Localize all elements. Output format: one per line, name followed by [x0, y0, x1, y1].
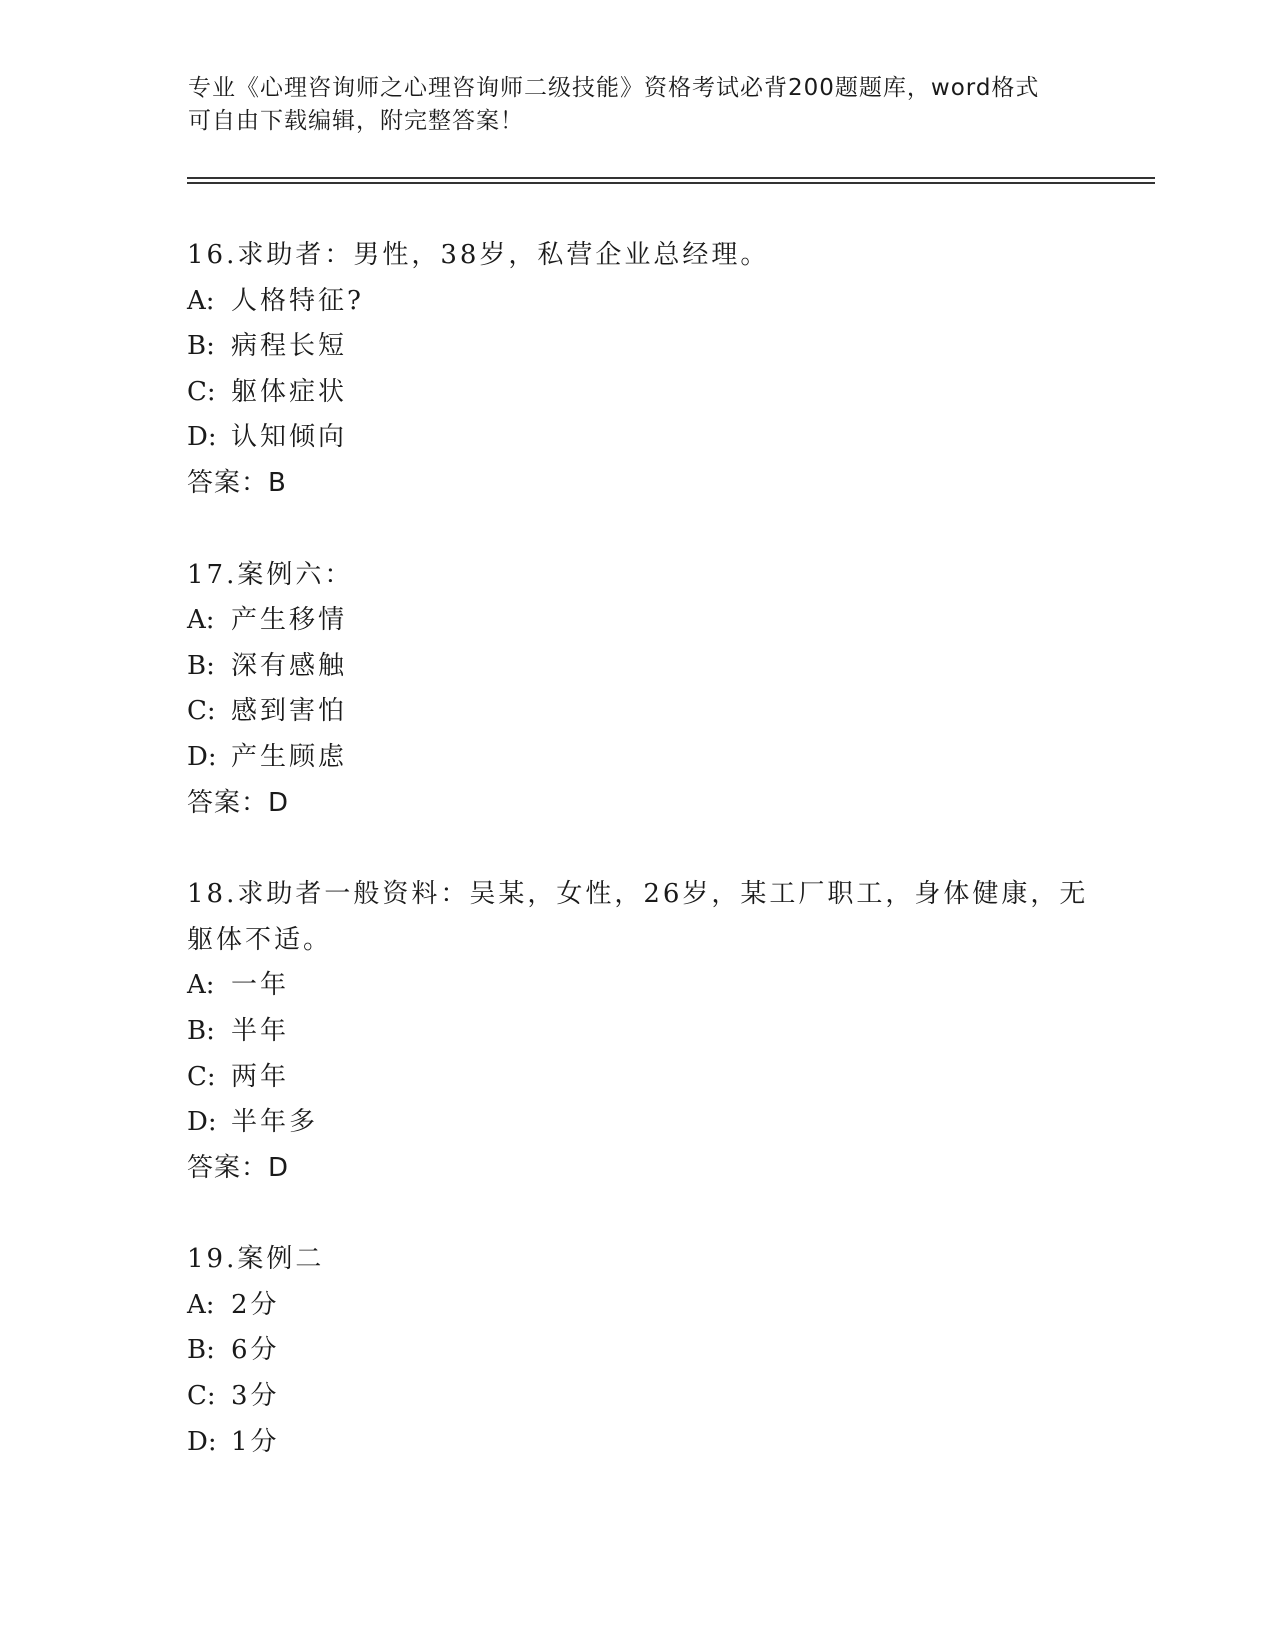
- answer-line: 答案：D: [187, 1152, 290, 1183]
- option-key: B:: [187, 650, 215, 681]
- option-text: 躯体症状: [231, 376, 348, 407]
- question-title: 16.求助者：男性，38岁，私营企业总经理。: [187, 240, 770, 270]
- option-key: A:: [187, 285, 215, 316]
- option-b: [187, 1009, 1087, 1055]
- option-key: C:: [187, 1061, 216, 1092]
- option-key: D:: [187, 1426, 217, 1457]
- option-text: 两年: [231, 1061, 290, 1092]
- option-key: D:: [187, 741, 217, 772]
- option-key: C:: [187, 696, 216, 727]
- option-key: B:: [187, 331, 215, 362]
- answer-line: 答案：D: [187, 787, 290, 818]
- option-b: [187, 644, 1087, 690]
- option-key: A:: [187, 970, 215, 1001]
- option-a: [187, 598, 1087, 644]
- option-b: [187, 1328, 1087, 1374]
- option-c: [187, 1055, 1087, 1101]
- option-key: D:: [187, 422, 217, 453]
- option-text: 产生顾虑: [231, 741, 348, 772]
- header-divider-bottom: [187, 182, 1155, 184]
- question-title: 18.求助者一般资料：吴某，女性，26岁，某工厂职工，身体健康，无: [187, 879, 1089, 910]
- header-line-2: 可自由下载编辑，附完整答案！: [188, 108, 524, 134]
- header-divider-top: [187, 177, 1155, 179]
- document-header: [188, 72, 1088, 138]
- option-a: [187, 279, 1087, 325]
- option-d: [187, 735, 1087, 781]
- answer-line: 答案：B: [187, 467, 287, 498]
- question-title: 19.案例二: [187, 1244, 325, 1275]
- question-title: 17.案例六：: [187, 559, 354, 590]
- option-text: 深有感触: [231, 650, 348, 681]
- option-text: 一年: [231, 970, 290, 1001]
- option-key: C:: [187, 1381, 216, 1412]
- option-text: 病程长短: [231, 331, 348, 362]
- option-text: 产生移情: [231, 605, 348, 636]
- option-key: D:: [187, 1107, 217, 1138]
- option-d: [187, 415, 1087, 461]
- header-line-1: 专业《心理咨询师之心理咨询师二级技能》资格考试必背200题题库，word格式: [188, 75, 1040, 101]
- option-c: [187, 370, 1087, 416]
- option-text: 半年: [231, 1015, 290, 1046]
- option-text: 3分: [231, 1381, 280, 1412]
- question-16: [187, 233, 1087, 507]
- option-text: 半年多: [231, 1107, 319, 1138]
- option-text: 2分: [231, 1289, 280, 1320]
- option-c: [187, 689, 1087, 735]
- option-text: 6分: [231, 1335, 280, 1366]
- option-text: 认知倾向: [231, 422, 348, 453]
- option-key: C:: [187, 376, 216, 407]
- option-text: 感到害怕: [231, 696, 348, 727]
- question-17: [187, 553, 1087, 827]
- option-key: B:: [187, 1335, 215, 1366]
- question-list: [187, 233, 1087, 1511]
- option-key: B:: [187, 1015, 215, 1046]
- question-18: [187, 872, 1087, 1191]
- option-a: [187, 963, 1087, 1009]
- option-key: A:: [187, 1289, 215, 1320]
- option-d: [187, 1100, 1087, 1146]
- option-c: [187, 1374, 1087, 1420]
- option-b: [187, 324, 1087, 370]
- option-a: [187, 1283, 1087, 1329]
- question-title-continued: 躯体不适。: [187, 924, 333, 955]
- option-text: 1分: [231, 1426, 280, 1457]
- question-19: [187, 1237, 1087, 1465]
- option-d: [187, 1420, 1087, 1466]
- option-text: 人格特征?: [231, 285, 364, 316]
- option-key: A:: [187, 605, 215, 636]
